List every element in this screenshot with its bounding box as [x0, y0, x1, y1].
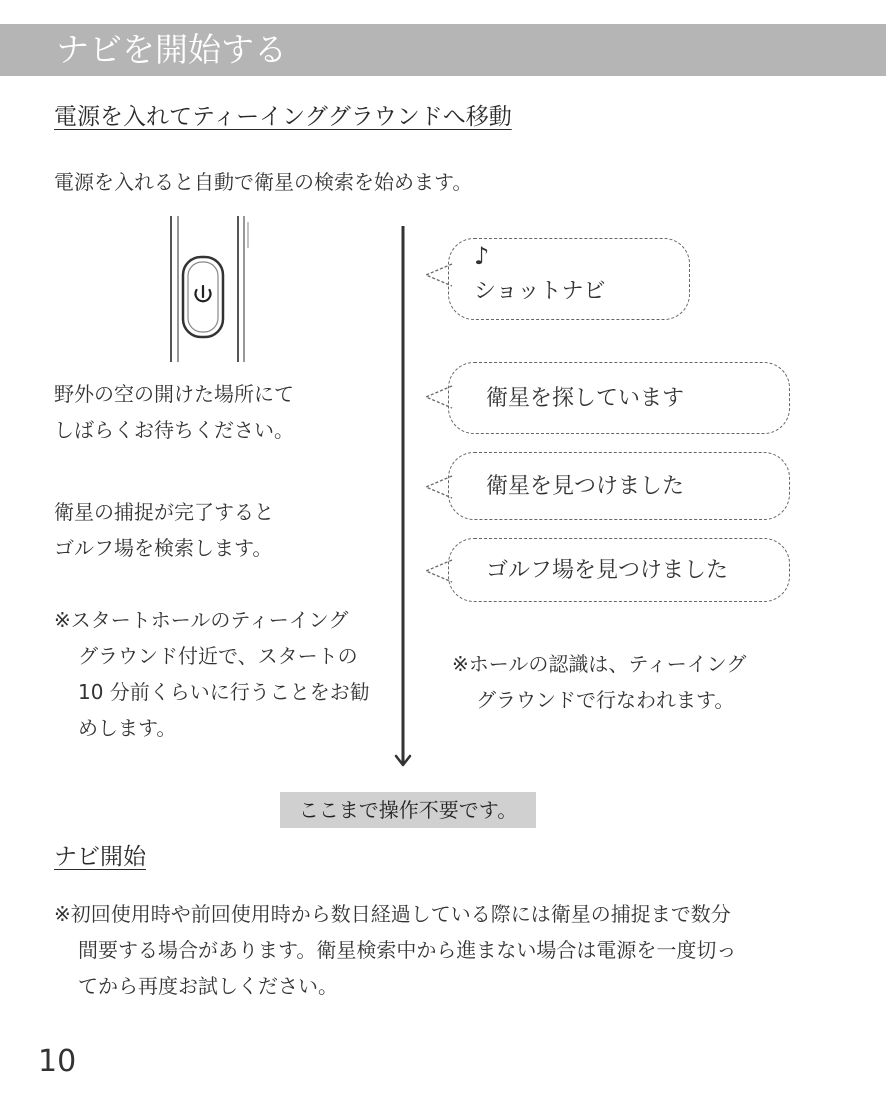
navi-note-line: てから再度お試しください。: [78, 974, 338, 998]
navi-start-note: [54, 896, 736, 1004]
left-text-line: 野外の空の開けた場所にて: [54, 382, 294, 406]
no-operation-badge: ここまで操作不要です。: [280, 792, 536, 828]
bubble-tail: [424, 262, 454, 288]
left-note: [54, 602, 370, 746]
right-note: [452, 646, 746, 718]
left-note-line: めします。: [78, 716, 177, 740]
left-note-line: グラウンド付近で、スタートの: [78, 644, 358, 668]
page-number: 10: [38, 1044, 77, 1079]
navi-note-line: 間要する場合があります。衛星検索中から進まない場合は電源を一度切っ: [78, 938, 737, 962]
intro-text: 電源を入れると自動で衛星の検索を始めます。: [54, 170, 473, 194]
section-heading-power-on: 電源を入れてティーインググラウンドへ移動: [54, 104, 512, 130]
device-illustration: [160, 212, 260, 368]
bubble-tail: [424, 384, 454, 410]
left-text-line: ゴルフ場を検索します。: [54, 536, 273, 560]
bubble-text-found-satellite: 衛星を見つけました: [486, 474, 685, 499]
left-text-line: 衛星の捕捉が完了すると: [54, 500, 274, 524]
page-title: ナビを開始する: [56, 30, 287, 69]
music-note-icon: ♪: [474, 242, 490, 270]
section-heading-navi-start: ナビ開始: [54, 844, 146, 870]
left-note-line: ※スタートホールのティーイング: [54, 608, 349, 632]
bubble-tail: [424, 558, 454, 584]
navi-note-line: ※初回使用時や前回使用時から数日経過している際には衛星の捕捉まで数分: [54, 902, 731, 926]
bubble-text-searching: 衛星を探しています: [486, 386, 685, 411]
left-text-course-search: [54, 494, 274, 566]
right-note-line: グラウンドで行なわれます。: [476, 688, 735, 712]
bubble-text-found-course: ゴルフ場を見つけました: [486, 558, 729, 583]
bubble-tail: [424, 474, 454, 500]
left-text-line: しばらくお待ちください。: [54, 418, 294, 442]
bubble-text-shot-navi: ショットナビ: [474, 279, 606, 304]
timeline-arrow: [392, 226, 414, 772]
right-note-line: ※ホールの認識は、ティーイング: [452, 652, 747, 676]
left-note-line: 10 分前くらいに行うことをお勧: [78, 680, 370, 704]
left-text-open-sky: [54, 376, 294, 448]
